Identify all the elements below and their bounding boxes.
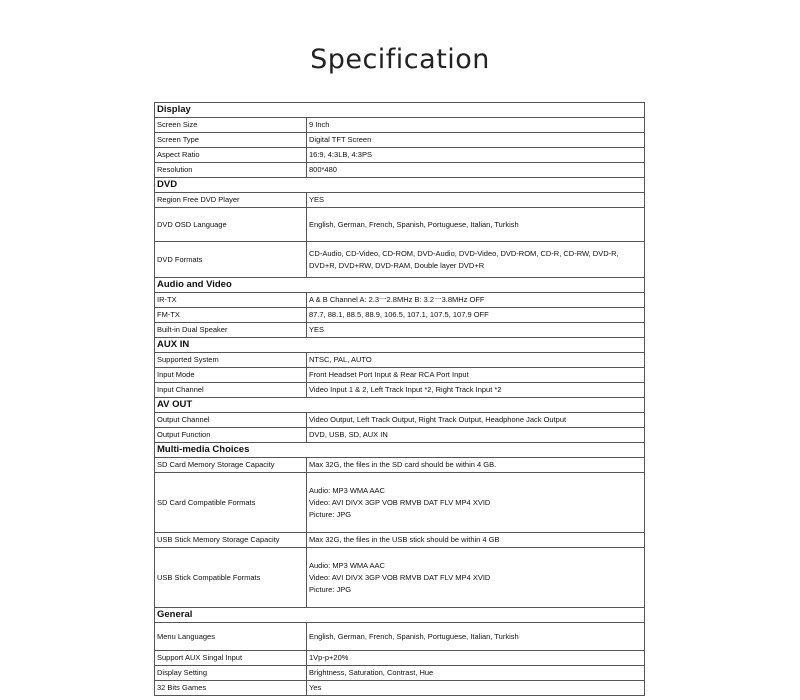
section-title: Display bbox=[155, 103, 645, 118]
section-header bbox=[155, 278, 645, 293]
section-header bbox=[155, 178, 645, 193]
row-label: SD Card Compatible Formats bbox=[155, 473, 307, 533]
row-value: Yes bbox=[307, 681, 645, 696]
table-row bbox=[155, 208, 645, 242]
value-line: Audio: MP3 WMA AAC bbox=[309, 560, 385, 570]
table-row bbox=[155, 368, 645, 383]
row-label: Region Free DVD Player bbox=[155, 193, 307, 208]
value-line: Video: AVI DIVX 3GP VOB RMVB DAT FLV MP4 XVID bbox=[309, 497, 491, 507]
page-title: Specification bbox=[310, 44, 490, 75]
table-row bbox=[155, 413, 645, 428]
row-value bbox=[307, 242, 645, 278]
table-row bbox=[155, 353, 645, 368]
row-label: Screen Size bbox=[155, 118, 307, 133]
row-label: Input Channel bbox=[155, 383, 307, 398]
row-value: 800*480 bbox=[307, 163, 645, 178]
value-line: DVD+R, DVD+RW, DVD-RAM, Double layer DVD+R bbox=[309, 260, 485, 270]
row-value bbox=[307, 548, 645, 608]
row-label: Display Setting bbox=[155, 666, 307, 681]
row-value: Brightness, Saturation, Contrast, Hue bbox=[307, 666, 645, 681]
section-header bbox=[155, 103, 645, 118]
row-label: Output Channel bbox=[155, 413, 307, 428]
row-value: YES bbox=[307, 193, 645, 208]
row-label: Aspect Ratio bbox=[155, 148, 307, 163]
row-value: Max 32G, the files in the SD card should be within 4 GB. bbox=[307, 458, 645, 473]
table-row bbox=[155, 681, 645, 696]
spec-table bbox=[154, 102, 645, 696]
table-row bbox=[155, 148, 645, 163]
row-value: English, German, French, Spanish, Portuguese, Italian, Turkish bbox=[307, 208, 645, 242]
row-label: Built-in Dual Speaker bbox=[155, 323, 307, 338]
value-line: Picture: JPG bbox=[309, 509, 352, 519]
row-label: Output Function bbox=[155, 428, 307, 443]
row-label: Screen Type bbox=[155, 133, 307, 148]
section-header bbox=[155, 608, 645, 623]
section-title: AV OUT bbox=[155, 398, 645, 413]
value-line: Video: AVI DIVX 3GP VOB RMVB DAT FLV MP4 XVID bbox=[309, 572, 491, 582]
row-value: 1Vp-p+20% bbox=[307, 651, 645, 666]
section-header bbox=[155, 398, 645, 413]
row-value: A & B Channel A: 2.3一2.8MHz B: 3.2一3.8MHz OFF bbox=[307, 293, 645, 308]
row-value: 16:9, 4:3LB, 4:3PS bbox=[307, 148, 645, 163]
row-label: USB Stick Memory Storage Capacity bbox=[155, 533, 307, 548]
value-line: Audio: MP3 WMA AAC bbox=[309, 485, 385, 495]
table-row bbox=[155, 293, 645, 308]
row-label: DVD Formats bbox=[155, 242, 307, 278]
row-value: Digital TFT Screen bbox=[307, 133, 645, 148]
section-title: Multi-media Choices bbox=[155, 443, 645, 458]
row-value: 9 Inch bbox=[307, 118, 645, 133]
row-label: 32 Bits Games bbox=[155, 681, 307, 696]
row-label: IR-TX bbox=[155, 293, 307, 308]
row-label: Supported System bbox=[155, 353, 307, 368]
table-row bbox=[155, 458, 645, 473]
row-label: Input Mode bbox=[155, 368, 307, 383]
row-value: NTSC, PAL, AUTO bbox=[307, 353, 645, 368]
table-row bbox=[155, 473, 645, 533]
table-row bbox=[155, 651, 645, 666]
value-line: Picture: JPG bbox=[309, 584, 352, 594]
row-label: SD Card Memory Storage Capacity bbox=[155, 458, 307, 473]
row-label: USB Stick Compatible Formats bbox=[155, 548, 307, 608]
table-row bbox=[155, 666, 645, 681]
value-line: CD-Audio, CD-Video, CD-ROM, DVD-Audio, DVD-Video, DVD-ROM, CD-R, CD-RW, DVD-R, bbox=[309, 248, 619, 258]
row-value: Video Input 1 & 2, Left Track Input *2, Right Track Input *2 bbox=[307, 383, 645, 398]
row-value: YES bbox=[307, 323, 645, 338]
table-row bbox=[155, 323, 645, 338]
row-value: English, German, French, Spanish, Portuguese, Italian, Turkish bbox=[307, 623, 645, 651]
table-row bbox=[155, 163, 645, 178]
row-label: FM-TX bbox=[155, 308, 307, 323]
row-value: Front Headset Port Input & Rear RCA Port Input bbox=[307, 368, 645, 383]
section-title: AUX IN bbox=[155, 338, 645, 353]
table-row bbox=[155, 308, 645, 323]
table-row bbox=[155, 193, 645, 208]
row-value: Max 32G, the files in the USB stick should be within 4 GB bbox=[307, 533, 645, 548]
row-value: 87.7, 88.1, 88.5, 88.9, 106.5, 107.1, 107.5, 107.9 OFF bbox=[307, 308, 645, 323]
section-title: Audio and Video bbox=[155, 278, 645, 293]
row-label: Resolution bbox=[155, 163, 307, 178]
table-row bbox=[155, 133, 645, 148]
table-row bbox=[155, 242, 645, 278]
table-row bbox=[155, 118, 645, 133]
row-value: Video Output, Left Track Output, Right Track Output, Headphone Jack Output bbox=[307, 413, 645, 428]
table-row bbox=[155, 533, 645, 548]
row-value: DVD, USB, SD, AUX IN bbox=[307, 428, 645, 443]
section-title: DVD bbox=[155, 178, 645, 193]
section-title: General bbox=[155, 608, 645, 623]
row-label: Menu Languages bbox=[155, 623, 307, 651]
table-row bbox=[155, 548, 645, 608]
row-value bbox=[307, 473, 645, 533]
row-label: DVD OSD Language bbox=[155, 208, 307, 242]
section-header bbox=[155, 338, 645, 353]
row-label: Support AUX Singal Input bbox=[155, 651, 307, 666]
table-row bbox=[155, 428, 645, 443]
table-row bbox=[155, 623, 645, 651]
table-row bbox=[155, 383, 645, 398]
section-header bbox=[155, 443, 645, 458]
